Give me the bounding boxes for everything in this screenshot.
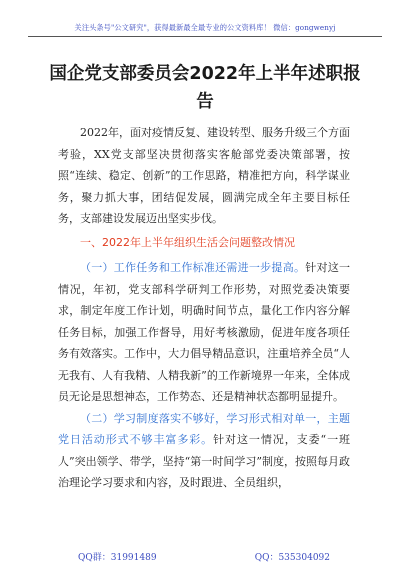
page-title: 国企党支部委员会2022年上半年述职报告 xyxy=(49,64,361,112)
item-2-paragraph xyxy=(58,408,350,494)
item-1-heading: （一）工作任务和工作标准还需进一步提高。 xyxy=(80,261,306,274)
footer-qq-group: QQ群：31991489 xyxy=(78,553,157,563)
document-body xyxy=(58,122,350,494)
item-1-body: 针对这一情况，年初，党支部科学研判工作形势，对照党委决策要求，制定年度工作计划，明确时间节点，量化工作内容分解任务目标，加强工作督导，用好考核激励，促进年度各项任务有效落实。工作中，大力倡导精品意识，注重培养全员“人无我有、人有我精、人精我新”的工作新境界一年来，全体成员无论是思想神态，工作势态、还是精神状态都明显提升。 xyxy=(58,261,351,403)
item-2-body: 针对这一情况，支委“一班人”突出领学、带学，坚持“第一时间学习”制度，按照每月政治理论学习要求和内容，及时跟进、全员组织， xyxy=(58,433,351,489)
footer-qq: QQ：535304092 xyxy=(254,553,330,563)
item-2-heading: （二）学习制度落实不够好，学习形式相对单一，主题党日活动形式不够丰富多彩。 xyxy=(58,411,350,446)
item-1-paragraph xyxy=(58,257,350,408)
header-divider xyxy=(28,36,382,37)
section-heading: 一、2022年上半年组织生活会问题整改情况 xyxy=(80,235,295,249)
intro-paragraph: 2022年，面对疫情反复、建设转型、服务升级三个方面考验，XX党支部坚决贯彻落实客舱部党委决策部署，按照“连续、稳定、创新”的工作思路，精准把方向，科学谋业务，聚力抓大事，团结促发展，圆满完成全年主要目标任务，支部建设发展迈出坚实步伐。 xyxy=(58,126,350,225)
promo-banner: 关注头条号"公文研究"，获得最新最全最专业的公文资料库！ 微信：gongwenyj xyxy=(74,23,336,32)
footer-contact xyxy=(60,550,348,563)
